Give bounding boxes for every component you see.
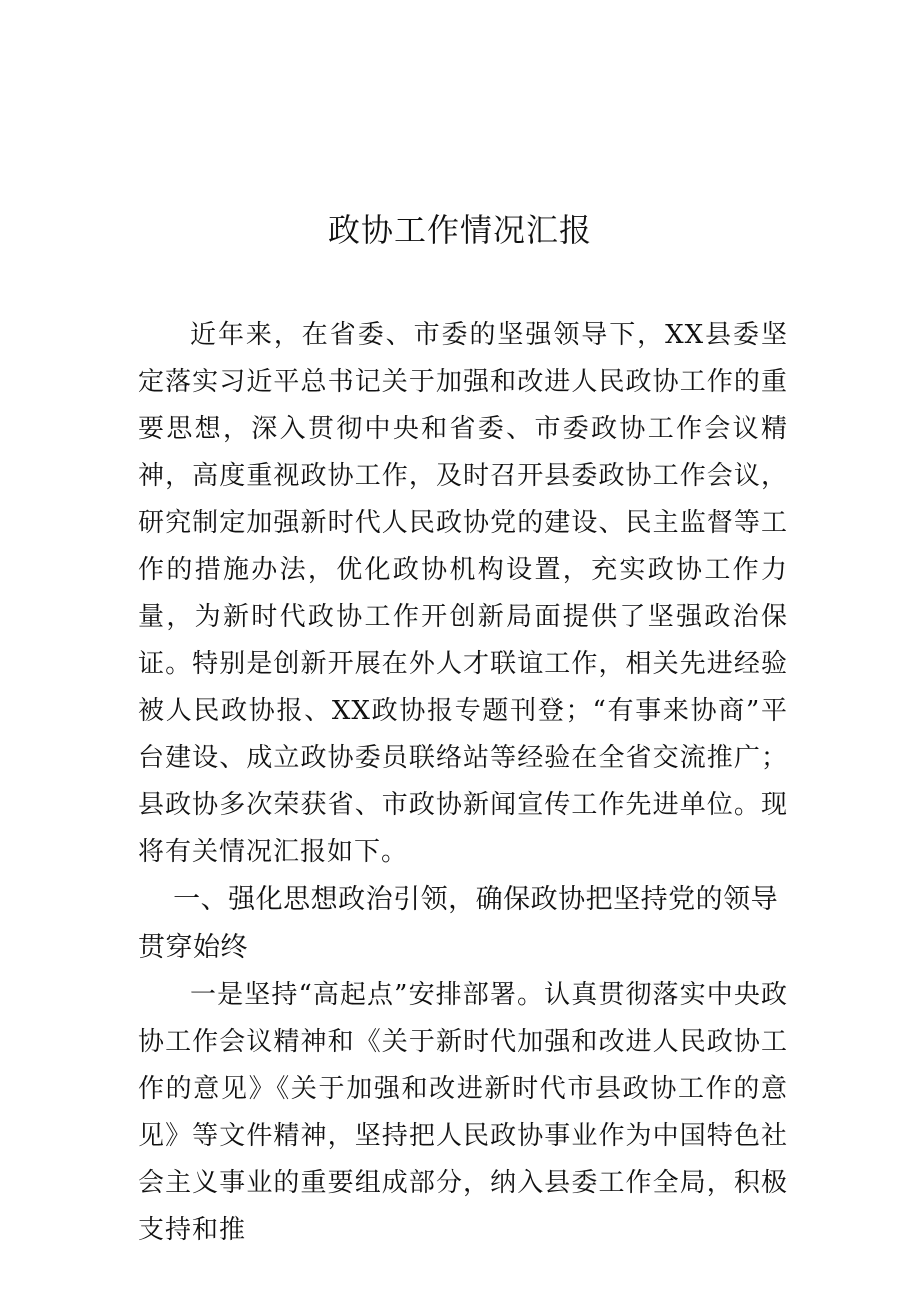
document-title: 政协工作情况汇报: [327, 211, 592, 249]
section-paragraph: 一是坚持“高起点”安排部署。认真贯彻落实中央政协工作会议精神和《关于新时代加强和改进人民政协工作的意见》《关于加强和改进新时代市县政协工作的意见》等文件精神，坚持把人民政协事业作为中国特色社会主义事业的重要组成部分，纳入县委工作全局，积极支持和推: [138, 980, 788, 1245]
document-body: [138, 312, 788, 1254]
intro-paragraph: 近年来，在省委、市委的坚强领导下，XX县委坚定落实习近平总书记关于加强和改进人民政协工作的重要思想，深入贯彻中央和省委、市委政协工作会议精神，高度重视政协工作，及时召开县委政协工作会议，研究制定加强新时代人民政协党的建设、民主监督等工作的措施办法，优化政协机构设置，充实政协工作力量，为新时代政协工作开创新局面提供了坚强政治保证。特别是创新开展在外人才联谊工作，相关先进经验被人民政协报、XX政协报专题刊登；“有事来协商”平台建设、成立政协委员联络站等经验在全省交流推广；县政协多次荣获省、市政协新闻宣传工作先进单位。现将有关情况汇报如下。: [138, 320, 788, 867]
section-heading: 一、强化思想政治引领，确保政协把坚持党的领导贯穿始终: [138, 884, 779, 963]
